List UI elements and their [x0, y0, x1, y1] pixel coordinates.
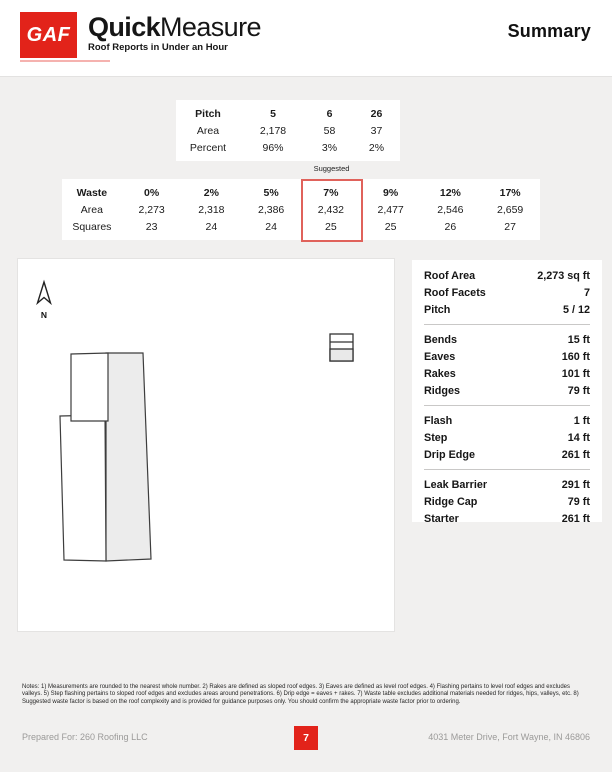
measurement-label: Ridge Cap: [424, 495, 478, 508]
measurement-label: Roof Area: [424, 269, 476, 282]
measurement-row: [424, 365, 590, 382]
waste-squares: 24: [205, 220, 218, 233]
measurement-row: [424, 412, 590, 429]
waste-area: 2,273: [138, 203, 165, 216]
roof-facet-left: [60, 415, 106, 561]
waste-percent: 0%: [144, 186, 160, 199]
waste-squares: 23: [145, 220, 158, 233]
measurement-label: Flash: [424, 414, 453, 427]
percent-value: 3%: [321, 141, 338, 154]
measurement-value: 1 ft: [573, 414, 590, 427]
measurement-label: Rakes: [424, 367, 456, 380]
pitch-value: 26: [370, 107, 383, 120]
group-divider: [424, 469, 590, 470]
measurement-label: Roof Facets: [424, 286, 486, 299]
group-divider: [424, 405, 590, 406]
brand-name-light: Measure: [160, 12, 261, 42]
area-value: 2,178: [259, 124, 287, 137]
measurement-label: Ridges: [424, 384, 460, 397]
waste-percent: 7%: [323, 186, 339, 199]
waste-area: 2,477: [377, 203, 404, 216]
waste-area: 2,546: [437, 203, 464, 216]
measurement-row: [424, 493, 590, 510]
waste-table: [62, 179, 540, 240]
page-number-badge: 7: [294, 726, 318, 750]
page-title: Summary: [507, 21, 591, 41]
waste-row-label: Waste: [76, 186, 108, 199]
pitch-table: [176, 100, 400, 161]
measurement-label: Bends: [424, 333, 457, 346]
roof-diagram-panel: [17, 258, 395, 632]
measurement-row: [424, 446, 590, 463]
measurement-value: 160 ft: [561, 350, 590, 363]
measurements-panel: [412, 260, 602, 525]
measurement-value: 14 ft: [567, 431, 590, 444]
measurement-value: 2,273 sq ft: [537, 269, 590, 282]
area-value: 58: [323, 124, 336, 137]
measurement-value: 15 ft: [567, 333, 590, 346]
waste-percent: 17%: [499, 186, 521, 199]
roof-outline: [60, 353, 151, 561]
percent-value: 2%: [368, 141, 385, 154]
pitch-row-label: Pitch: [195, 107, 221, 120]
group-divider: [424, 324, 590, 325]
measurement-row: [424, 331, 590, 348]
pitch-value: 6: [326, 107, 333, 120]
measurement-row: [424, 429, 590, 446]
waste-percent: 2%: [203, 186, 219, 199]
area-row-label: Area: [196, 124, 220, 137]
waste-squares: 25: [384, 220, 397, 233]
measurement-row: [424, 301, 590, 318]
gaf-logo: [20, 12, 77, 58]
measurement-value: 7: [583, 286, 590, 299]
roof-facet-right: [106, 353, 151, 561]
measurement-label: Pitch: [424, 303, 451, 316]
measurement-value: 79 ft: [567, 495, 590, 508]
logo-underline: [20, 60, 110, 62]
measurement-value: 261 ft: [561, 448, 590, 461]
measurement-row: [424, 510, 590, 527]
waste-area: 2,432: [317, 203, 345, 216]
brand-name: [88, 13, 261, 41]
measurement-label: Step: [424, 431, 448, 444]
measurement-row: [424, 382, 590, 399]
measurement-label: Starter: [424, 512, 459, 525]
waste-area: 2,318: [198, 203, 225, 216]
waste-squares: 27: [504, 220, 516, 233]
measurement-value: 101 ft: [561, 367, 590, 380]
brand-block: [88, 13, 261, 53]
area-value: 37: [370, 124, 383, 137]
waste-squares: 25: [325, 220, 337, 233]
brand-tagline: Roof Reports in Under an Hour: [88, 42, 228, 53]
waste-area: 2,659: [496, 203, 524, 216]
percent-row-label: Percent: [189, 141, 227, 154]
measurement-row: [424, 284, 590, 301]
measurement-value: 291 ft: [561, 478, 590, 491]
report-header: [0, 0, 612, 77]
measurement-value: 79 ft: [567, 384, 590, 397]
measurement-label: Eaves: [424, 350, 456, 363]
measurement-value: 5 / 12: [562, 303, 590, 316]
percent-value: 96%: [262, 141, 284, 154]
detached-structure: [330, 334, 353, 361]
north-label: N: [40, 310, 48, 320]
waste-squares-label: Squares: [72, 220, 112, 233]
north-arrow-icon: [38, 282, 51, 320]
waste-percent: 5%: [263, 186, 279, 199]
measurement-row: [424, 348, 590, 365]
brand-name-bold: Quick: [88, 12, 161, 42]
notes-text: Notes: 1) Measurements are rounded to the nearest whole number. 2) Rakes are defined as sloped roof edges. 3) Eaves are defined as level roof edges. 4) Flashing pertains to level roof edges and excludes valleys. 5) Step flashing pertains to sloped roof edges and excludes areas around penetrations. 6) Drip edge = eaves + rakes. 7) Waste table excludes additional materials needed for ridges, hips, valleys, etc. 8) Suggested waste factor is based on the roof complexity and is provided for guidance purposes only. You should confirm the appropriate waste factor prior to ordering.: [22, 684, 579, 705]
waste-area: 2,386: [257, 203, 285, 216]
measurement-value: 261 ft: [561, 512, 590, 525]
pitch-value: 5: [270, 107, 276, 120]
roof-diagram: [18, 259, 394, 631]
waste-area-label: Area: [80, 203, 103, 216]
gaf-logo-text: GAF: [26, 23, 71, 46]
waste-percent: 9%: [383, 186, 399, 199]
measurement-row: [424, 267, 590, 284]
measurement-row: [424, 476, 590, 493]
footer-address: 4031 Meter Drive, Fort Wayne, IN 46806: [428, 732, 590, 742]
measurement-label: Leak Barrier: [424, 478, 488, 491]
waste-squares: 26: [444, 220, 457, 233]
suggested-label: Suggested: [313, 164, 350, 173]
waste-squares: 24: [265, 220, 277, 233]
prepared-for: Prepared For: 260 Roofing LLC: [22, 732, 148, 742]
measurement-label: Drip Edge: [424, 448, 475, 461]
waste-percent: 12%: [439, 186, 461, 199]
roof-facet-top: [71, 353, 108, 421]
